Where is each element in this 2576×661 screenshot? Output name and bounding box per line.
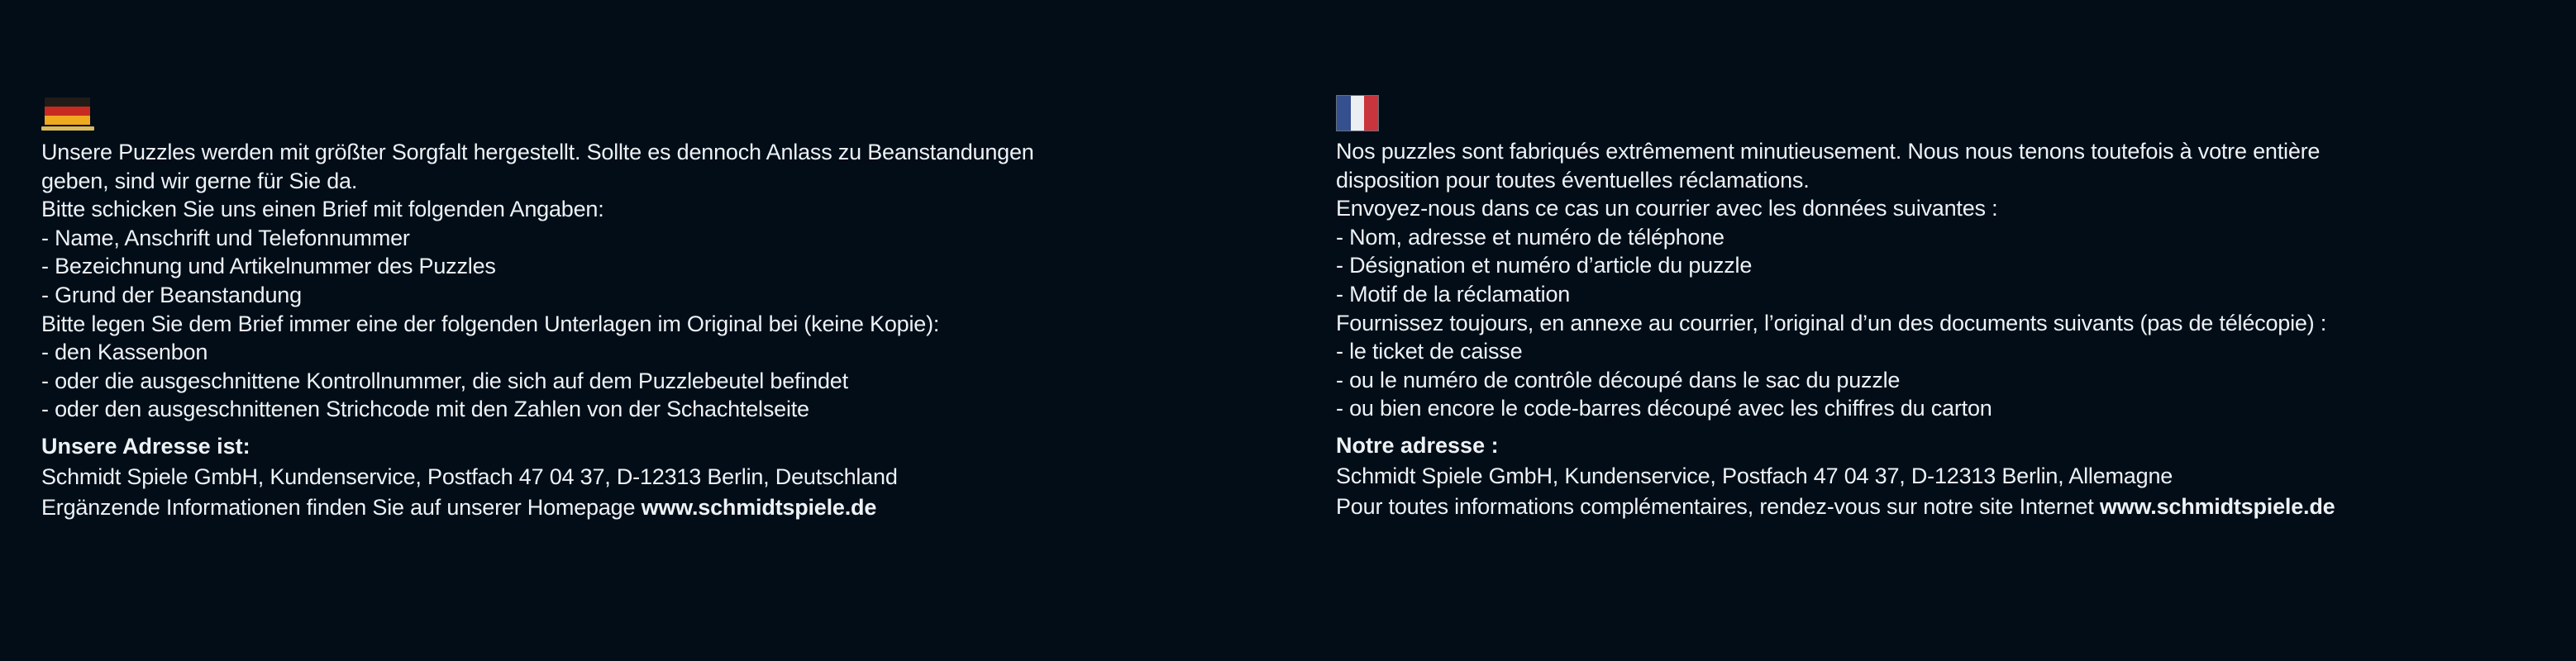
german-homepage-line — [41, 492, 1034, 523]
german-list-item-receipt: - den Kassenbon — [41, 340, 208, 365]
french-address-heading: Notre adresse : — [1336, 432, 1499, 458]
german-section — [41, 95, 1034, 523]
german-intro-line-1: Unsere Puzzles werden mit größter Sorgfalt hergestellt. Sollte es dennoch Anlass zu Beanstandungen — [41, 140, 1034, 164]
french-list-item-receipt: - le ticket de caisse — [1336, 339, 1523, 364]
german-instruction-line: Bitte schicken Sie uns einen Brief mit folgenden Angaben: — [41, 197, 604, 222]
french-documents-line: Fournissez toujours, en annexe au courrier, l’original d’un des documents suivants (pas de télécopie) : — [1336, 310, 2327, 335]
french-flag-white-stripe — [1351, 96, 1365, 131]
french-list-item-name: - Nom, adresse et numéro de téléphone — [1336, 224, 1724, 250]
german-address-heading: Unsere Adresse ist: — [41, 433, 250, 459]
french-address-line: Schmidt Spiele GmbH, Kundenservice, Postfach 47 04 37, D-12313 Berlin, Allemagne — [1336, 463, 2173, 488]
french-list-item-barcode: - ou bien encore le code-barres découpé avec les chiffres du carton — [1336, 396, 1992, 421]
german-list-item-article: - Bezeichnung und Artikelnummer des Puzzles — [41, 254, 496, 279]
french-section — [1336, 95, 2335, 522]
french-list-item-controlnumber: - ou le numéro de contrôle découpé dans le sac du puzzle — [1336, 367, 1901, 392]
german-flag-gold-stripe — [45, 116, 90, 125]
french-list-item-reason: - Motif de la réclamation — [1336, 281, 1571, 307]
french-intro-line-1: Nos puzzles sont fabriqués extrêmement minutieusement. Nous nous tenons toutefois à votre entière — [1336, 139, 2321, 164]
german-flag-icon — [41, 97, 94, 131]
french-list-item-article: - Désignation et numéro d’article du puzzle — [1336, 253, 1753, 278]
french-flag-blue-stripe — [1337, 96, 1351, 131]
german-list-item-name: - Name, Anschrift und Telefonnummer — [41, 225, 410, 250]
french-website-url: www.schmidtspiele.de — [2099, 493, 2335, 519]
german-flag-red-stripe — [45, 107, 90, 116]
french-text-block — [1336, 137, 2335, 522]
german-address-line: Schmidt Spiele GmbH, Kundenservice, Postfach 47 04 37, D-12313 Berlin, Deutschland — [41, 464, 898, 489]
french-homepage-prefix: Pour toutes informations complémentaires, rendez-vous sur notre site Internet — [1336, 493, 2100, 519]
german-list-item-reason: - Grund der Beanstandung — [41, 282, 302, 307]
german-flag-black-stripe — [45, 97, 90, 107]
german-list-item-barcode: - oder den ausgeschnittenen Strichcode mit den Zahlen von der Schachtelseite — [41, 397, 809, 422]
german-text-block — [41, 138, 1034, 523]
french-flag-icon — [1336, 95, 1379, 131]
german-documents-line: Bitte legen Sie dem Brief immer eine der folgenden Unterlagen im Original bei (keine Kopie): — [41, 311, 940, 336]
german-intro-line-2: geben, sind wir gerne für Sie da. — [41, 168, 358, 193]
french-homepage-line — [1336, 492, 2335, 522]
french-instruction-line: Envoyez-nous dans ce cas un courrier avec les données suivantes : — [1336, 196, 1998, 221]
german-website-url: www.schmidtspiele.de — [641, 494, 877, 520]
german-list-item-controlnumber: - oder die ausgeschnittene Kontrollnummer, die sich auf dem Puzzlebeutel befindet — [41, 368, 848, 393]
french-flag-red-stripe — [1364, 96, 1378, 131]
french-intro-line-2: disposition pour toutes éventuelles réclamations. — [1336, 167, 1810, 193]
german-homepage-prefix: Ergänzende Informationen finden Sie auf unserer Homepage — [41, 494, 642, 520]
german-flag-underline — [41, 126, 94, 131]
